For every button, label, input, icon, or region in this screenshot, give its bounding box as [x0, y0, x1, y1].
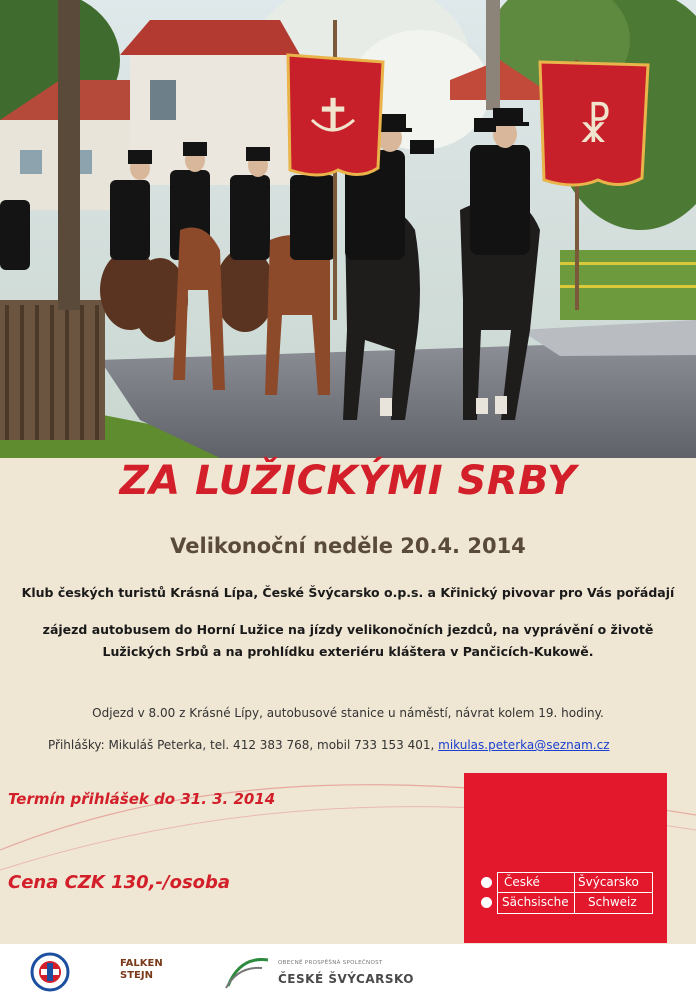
ceske-svycarsko-logo-box [464, 773, 667, 943]
svg-text:✝: ✝ [314, 90, 352, 141]
svg-text:☧: ☧ [577, 102, 613, 153]
ops-logo-subtitle: OBECNĚ PROSPĚŠNÁ SPOLEČNOST [278, 960, 383, 966]
grid-divider [574, 873, 575, 913]
falkenstejn-logo-text: STEJN [120, 970, 153, 981]
logo-dot-icon [481, 877, 492, 888]
poster-title: ZA LUŽICKÝMI SRBY [119, 458, 577, 504]
logo-text-svycarsko: Švýcarsko [578, 875, 639, 889]
departure-info: Odjezd v 8.00 z Krásné Lípy, autobusové stanice u náměstí, návrat kolem 19. hodiny. [92, 706, 604, 720]
logo-text-schweiz: Schweiz [588, 895, 637, 909]
ops-logo-name: ČESKÉ ŠVÝCARSKO [278, 972, 414, 986]
event-description [30, 619, 666, 663]
logo-dot-icon [481, 897, 492, 908]
procession-photo [0, 0, 696, 458]
grid-divider [498, 892, 652, 893]
falkenstejn-logo [120, 958, 178, 986]
ceske-svycarsko-ops-logo [222, 952, 414, 992]
logo-name-grid [497, 872, 653, 914]
kct-logo [28, 952, 72, 992]
description-line: Lužických Srbů a na prohlídku exteriéru kláštera v Pančicích-Kukowě. [102, 644, 594, 659]
logo-text-sachsische: Sächsische [502, 895, 569, 909]
email-link[interactable]: mikulas.peterka@seznam.cz [438, 738, 610, 752]
price-text: Cena CZK 130,-/osoba [8, 872, 231, 893]
logo-text-ceske: České [504, 875, 540, 889]
event-date: Velikonoční neděle 20.4. 2014 [170, 534, 526, 558]
falkenstejn-logo-text: FALKEN [120, 958, 163, 969]
registration-deadline: Termín přihlášek do 31. 3. 2014 [8, 790, 276, 808]
description-line: zájezd autobusem do Horní Lužice na jízdy velikonočních jezdců, na vyprávění o životě [42, 622, 654, 637]
organizers-text: Klub českých turistů Krásná Lípa, České Švýcarsko o.p.s. a Křinický pivovar pro Vás pořádají [21, 585, 675, 600]
contact-text: Přihlášky: Mikuláš Peterka, tel. 412 383 768, mobil 733 153 401, [48, 738, 439, 752]
contact-info [48, 738, 688, 752]
